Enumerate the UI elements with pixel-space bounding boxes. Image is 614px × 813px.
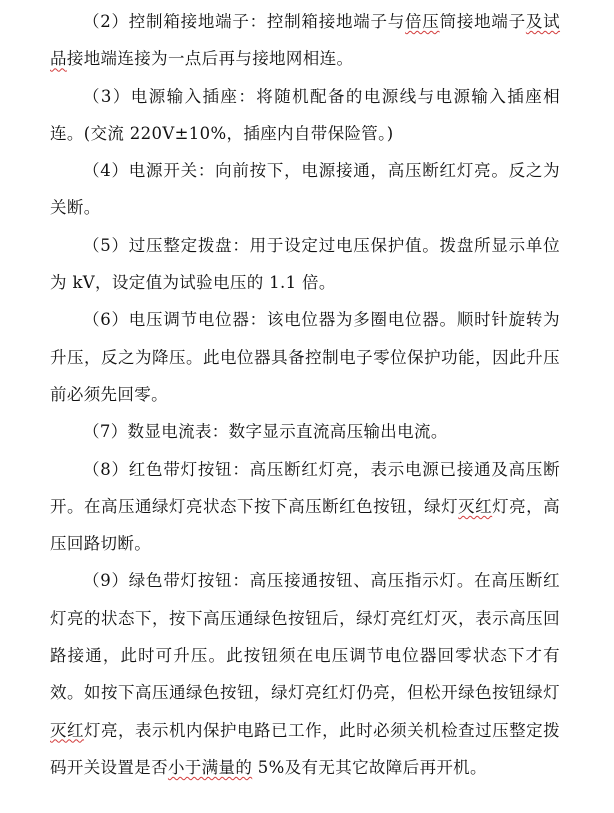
spellcheck-flagged-text: 倍压 [405, 12, 440, 31]
paragraph-overvoltage-dial [50, 227, 560, 302]
text-run: （2）控制箱接地端子：控制箱接地端子与 [83, 12, 406, 31]
paragraph-power-switch [50, 152, 560, 227]
paragraph-red-lamp-button [50, 451, 560, 563]
text-run: （4）电源开关：向前按下，电源接通，高压断红灯亮。反之为关断。 [50, 161, 560, 218]
text-run: （3）电源输入插座：将随机配备的电源线与电源输入插座相连。(交流 220V±10%，插座内自带保险管。) [50, 86, 560, 143]
paragraph-digital-ammeter [50, 413, 560, 450]
text-run: 灯亮，表示机内保护电路已工作，此时必须关机检查过压整定拨码开关设置是否 [50, 720, 560, 777]
text-run: （5）过压整定拨盘：用于设定过电压保护值。拨盘所显示单位为 kV，设定值为试验电压的 1.1 倍。 [50, 235, 560, 293]
paragraph-voltage-potentiometer [50, 301, 560, 413]
spellcheck-flagged-text: 灭红 [458, 496, 493, 516]
text-run: 5%及有无其它故障后再开机。 [252, 757, 487, 777]
text-run: （6）电压调节电位器：该电位器为多圈电位器。顺时针旋转为升压，反之为降压。此电位器具备控制电子零位保护功能，因此升压前必须先回零。 [50, 310, 560, 404]
spellcheck-flagged-text: 灭红 [50, 720, 85, 740]
text-run: （7）数显电流表：数字显示直流高压输出电流。 [83, 422, 448, 442]
text-run: 灯亮，高压回路切断。 [50, 496, 561, 554]
paragraph-green-lamp-button [50, 562, 560, 786]
text-run: （9）绿色带灯按钮：高压接通按钮、高压指示灯。在高压断红灯亮的状态下，按下高压通绿色按钮后，绿灯亮红灯灭，表示高压回路接通，此时可升压。此按钮须在电压调节电位器回零状态下才有效。如按下高压通绿色按钮，绿灯亮红灯仍亮，但松开绿色按钮绿灯 [50, 571, 560, 703]
text-run: （8）红色带灯按钮：高压断红灯亮，表示电源已接通及高压断开。在高压通绿灯亮状态下按下高压断红色按钮，绿灯 [50, 459, 560, 516]
paragraph-power-input-socket [50, 78, 560, 153]
text-run: 筒接地端子 [439, 12, 526, 31]
spellcheck-flagged-text: 及试品 [50, 12, 561, 69]
text-run: 接地端连接为一点后再与接地网相连。 [66, 49, 354, 69]
spellcheck-flagged-text: 小于满量的 [167, 757, 253, 777]
paragraph-control-box-ground [50, 3, 560, 78]
